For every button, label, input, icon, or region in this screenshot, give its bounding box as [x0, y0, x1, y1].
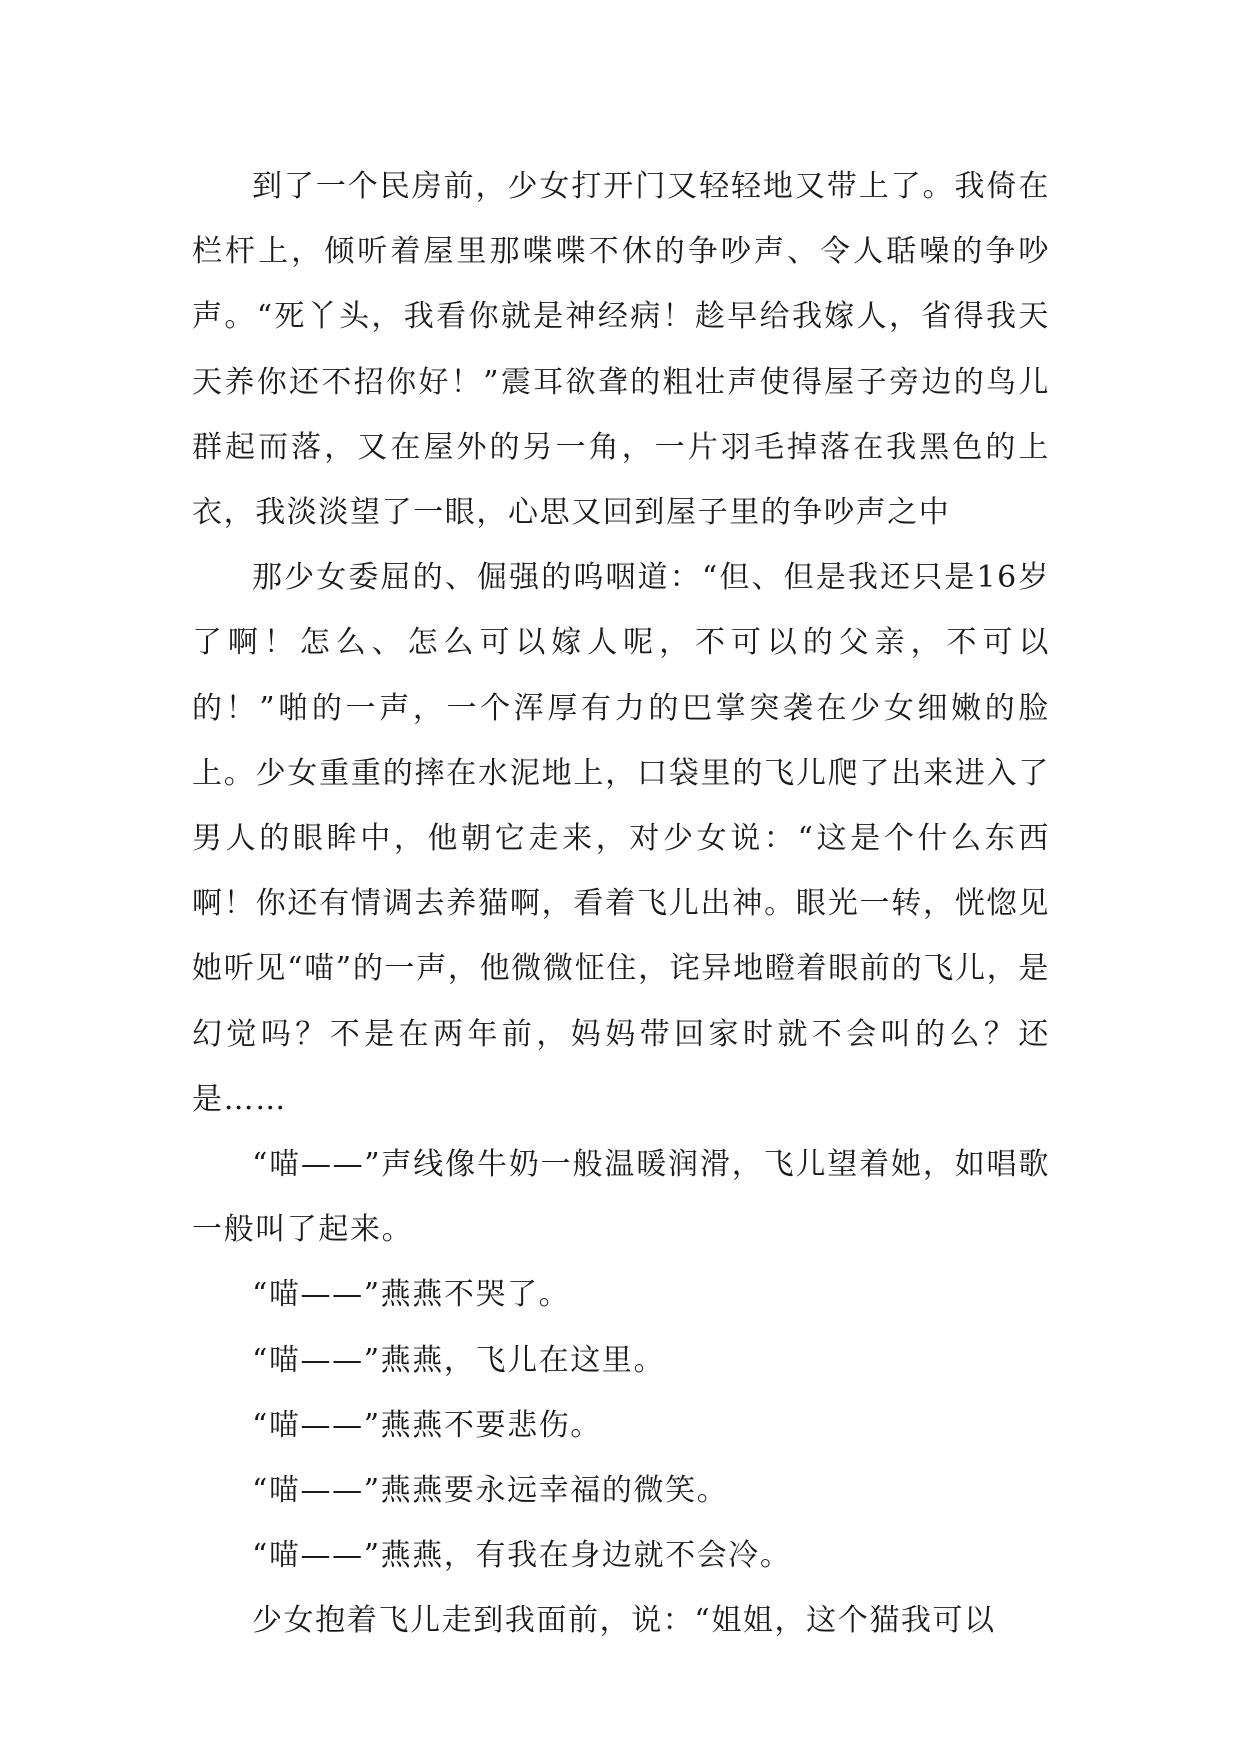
paragraph-7: “喵——”燕燕要永远幸福的微笑。: [252, 1473, 729, 1509]
paragraph-1: 到了一个民房前，少女打开门又轻轻地又带上了。我倚在栏杆上，倾听着屋里那喋喋不休的争吵声、令人聒噪的争吵声。“死丫头，我看你就是神经病！趁早给我嫁人，省得我天天养你还不招你好！”震耳欲聋的粗壮声使得屋子旁边的鸟儿群起而落，又在屋外的另一角，一片羽毛掉落在我黑色的上衣，我淡淡望了一眼，心思又回到屋子里的争吵声之中: [192, 169, 1050, 531]
paragraph-5: “喵——”燕燕，飞儿在这里。: [252, 1342, 666, 1378]
paragraph-2: 那少女委屈的、倔强的呜咽道：“但、但是我还只是16岁了啊！怎么、怎么可以嫁人呢，不可以的父亲，不可以的！”啪的一声，一个浑厚有力的巴掌突袭在少女细嫩的脸上。少女重重的摔在水泥地上，口袋里的飞儿爬了出来进入了男人的眼眸中，他朝它走来，对少女说：“这是个什么东西啊！你还有情调去养猫啊，看着飞儿出神。眼光一转，恍惚见她听见“喵”的一声，他微微怔住，诧异地瞪着眼前的飞儿，是幻觉吗？不是在两年前，妈妈带回家时就不会叫的么？还是……: [192, 560, 1050, 1117]
paragraph-8: “喵——”燕燕，有我在身边就不会冷。: [252, 1538, 792, 1574]
paragraph-4: “喵——”燕燕不哭了。: [252, 1277, 571, 1313]
paragraph-6: “喵——”燕燕不要悲伤。: [252, 1407, 602, 1443]
paragraph-9: 少女抱着飞儿走到我面前，说：“姐姐，这个猫我可以: [252, 1603, 996, 1639]
paragraph-3: “喵——”声线像牛奶一般温暖润滑，飞儿望着她，如唱歌一般叫了起来。: [192, 1147, 1050, 1248]
document-page: [192, 154, 1050, 1654]
